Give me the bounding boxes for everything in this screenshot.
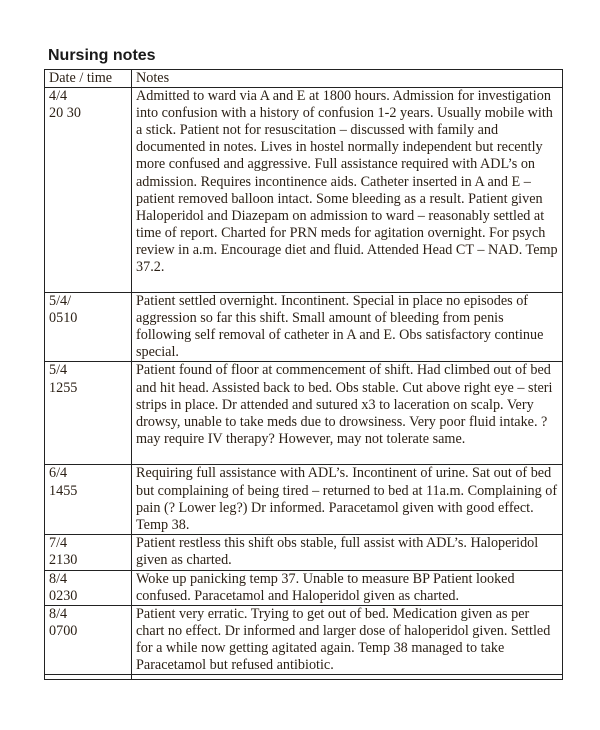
table-header-row <box>45 70 563 88</box>
table-row <box>45 606 563 675</box>
time: 2130 <box>49 551 78 568</box>
date: 8/4 <box>49 606 68 623</box>
empty-cell <box>132 675 563 680</box>
note-cell: Patient settled overnight. Incontinent. Special in place no episodes of aggression so far this shift. Small amount of bleeding from penis following self removal of catheter in A and E. Obs satisfactory continue special. <box>132 293 563 362</box>
date: 4/4 <box>49 88 68 105</box>
note-cell: Patient very erratic. Trying to get out of bed. Medication given as per chart no effect. Dr informed and larger dose of haloperidol given. Settled for a while now getting agitated again. Temp 38 managed to take Paracetamol but refused antibiotic. <box>132 606 563 675</box>
table-row <box>45 465 563 534</box>
date-time-cell <box>45 534 132 570</box>
date: 5/4 <box>49 362 68 379</box>
date-time-cell <box>45 362 132 465</box>
table-row <box>45 88 563 293</box>
date-time-cell <box>45 88 132 293</box>
time: 0510 <box>49 310 78 327</box>
date: 5/4/ <box>49 293 72 310</box>
date-time-cell <box>45 606 132 675</box>
note-cell: Woke up panicking temp 37. Unable to measure BP Patient looked confused. Paracetamol and Haloperidol given as charted. <box>132 570 563 605</box>
date: 7/4 <box>49 534 68 551</box>
date: 8/4 <box>49 570 68 587</box>
table-row <box>45 362 563 465</box>
time: 0700 <box>49 623 78 640</box>
column-header-date-time: Date / time <box>45 70 132 88</box>
time: 20 30 <box>49 105 81 122</box>
note-cell: Admitted to ward via A and E at 1800 hours. Admission for investigation into confusion with a history of confusion 1-2 years. Usually mobile with a stick. Patient not for resuscitation – discussed with family and documented in notes. Lives in hostel normally independent but recently more confused and aggressive. Full assistance required with ADL’s on admission. Requires incontinence aids. Catheter inserted in A and E – patient removed balloon intact. Some bleeding as a result. Patient given Haloperidol and Diazepam on admission to ward – reasonably settled at time of report. Charted for PRN meds for agitation overnight. For psych review in a.m. Encourage diet and fluid. Attended Head CT – NAD. Temp 37.2. <box>132 88 563 293</box>
table-row-cutoff <box>45 675 563 680</box>
date-time-cell <box>45 570 132 605</box>
table-row <box>45 534 563 570</box>
note-cell: Patient found of floor at commencement of shift. Had climbed out of bed and hit head. Assisted back to bed. Obs stable. Cut above right eye – steri strips in place. Dr attended and sutured x3 to laceration on scalp. Very drowsy, unable to take meds due to drowsiness. Very poor fluid intake. ?may require IV therapy? However, may not tolerate same. <box>132 362 563 465</box>
time: 1255 <box>49 379 78 396</box>
nursing-notes-table <box>44 69 563 680</box>
table-row <box>45 293 563 362</box>
date-time-cell <box>45 293 132 362</box>
note-cell: Patient restless this shift obs stable, full assist with ADL’s. Haloperidol given as charted. <box>132 534 563 570</box>
note-cell: Requiring full assistance with ADL’s. Incontinent of urine. Sat out of bed but complaining of being tired – returned to bed at 11a.m. Complaining of pain (? Lower leg?) Dr informed. Paracetamol given with good effect. Temp 38. <box>132 465 563 534</box>
time: 1455 <box>49 482 78 499</box>
empty-cell <box>45 675 132 680</box>
table-row <box>45 570 563 605</box>
date-time-cell <box>45 465 132 534</box>
column-header-notes: Notes <box>132 70 563 88</box>
time: 0230 <box>49 587 78 604</box>
page-title: Nursing notes <box>48 47 156 64</box>
date: 6/4 <box>49 465 68 482</box>
